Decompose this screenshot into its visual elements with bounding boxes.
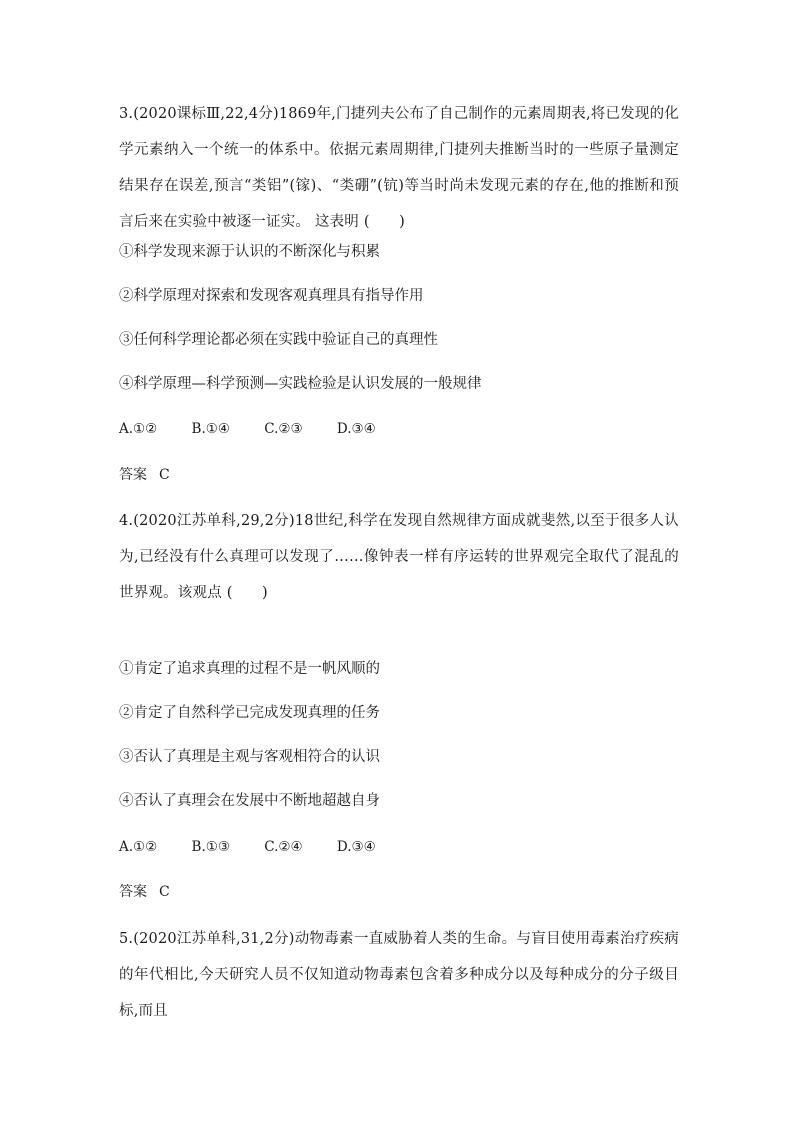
- question-3-option-a: A.①②: [119, 421, 158, 437]
- question-3-answer: [119, 465, 170, 485]
- question-3-answer-value: C: [159, 467, 170, 483]
- question-4-option-a: A.①②: [119, 839, 158, 855]
- question-4-item-2: ②肯定了自然科学已完成发现真理的任务: [119, 705, 380, 721]
- question-4-answer-value: C: [159, 884, 170, 900]
- question-4-option-d: D.③④: [336, 839, 376, 855]
- question-4-answer-label: 答案: [119, 884, 147, 900]
- question-3-item-1: ①科学发现来源于认识的不断深化与积累: [119, 244, 380, 260]
- question-3-item-3: ③任何科学理论都必须在实践中验证自己的真理性: [119, 332, 438, 348]
- question-3-answer-label: 答案: [119, 467, 147, 483]
- question-5-stem: 5.(2020江苏单科,31,2分)动物毒素一直威胁着人类的生命。与盲目使用毒素治疗疾病的年代相比,今天研究人员不仅知道动物毒素包含着多种成分以及每种成分的分子级目标,而且: [119, 931, 679, 1019]
- question-3-item-2: ②科学原理对探索和发现客观真理具有指导作用: [119, 288, 424, 304]
- question-4-options: [119, 837, 376, 857]
- question-3-item-4: ④科学原理—科学预测—实践检验是认识发展的一般规律: [119, 376, 482, 392]
- question-4-item-1: ①肯定了追求真理的过程不是一帆风顺的: [119, 661, 380, 677]
- question-4-option-c: C.②④: [264, 839, 303, 855]
- question-4-stem: 4.(2020江苏单科,29,2分)18世纪,科学在发现自然规律方面成就斐然,以至于很多人认为,已经没有什么真理可以发现了……像钟表一样有序运转的世界观完全取代了混乱的世界观。该观点 ( ): [119, 513, 679, 601]
- question-4-option-b: B.①③: [191, 839, 230, 855]
- question-3-options: [119, 419, 376, 439]
- question-4-answer: [119, 882, 170, 902]
- question-3-stem: 3.(2020课标Ⅲ,22,4分)1869年,门捷列夫公布了自己制作的元素周期表,将已发现的化学元素纳入一个统一的体系中。依据元素周期律,门捷列夫推断当时的一些原子量测定结果存在误差,预言“类铝”(镓)、“类硼”(钪)等当时尚未发现元素的存在,他的推断和预言后来在实验中被逐一证实。 这表明 ( ): [119, 106, 679, 230]
- question-3-option-c: C.②③: [264, 421, 303, 437]
- question-3-option-b: B.①④: [191, 421, 230, 437]
- question-4-item-4: ④否认了真理会在发展中不断地超越自身: [119, 793, 380, 809]
- question-3-option-d: D.③④: [336, 421, 376, 437]
- question-4-item-3: ③否认了真理是主观与客观相符合的认识: [119, 749, 380, 765]
